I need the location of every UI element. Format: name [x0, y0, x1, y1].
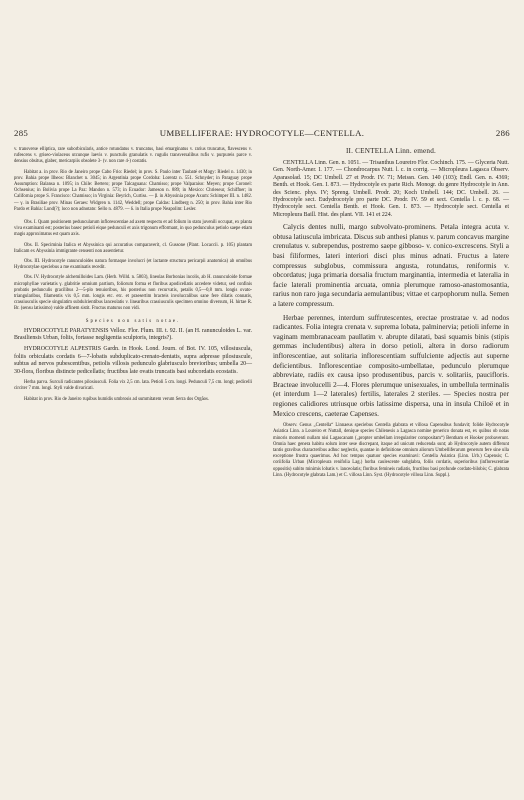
- species-paratyensis: HYDROCOTYLE PARATYENSIS Velloz. Flor. Flum. III. t. 92. II. (an H. ranunculoides L. var. Brasiliensis Urban, foliis, fortasse negligentia sculptoris, integris?).: [14, 327, 252, 342]
- page-number-right: 286: [495, 128, 510, 138]
- section-title: II. CENTELLA Linn. emend.: [345, 147, 437, 155]
- genus-observation: Observ. Genus „Centella“ Linnaeus speciebus Centella glabrata et villosa Capensibus fundavit; folide Hydrocotyle Asiatica Linn. a Loureiro et Nuttall, denique species Chilenesis a Lagasca nomine generico donata est, ex quibus ob notas minoris momenti nullam nisi Lagascanam („propter umbellam irregulariter compositam“) Bentham et Hooker probaverunt. Omnia haec genera habitu solum inter sese discrepant, itaque ad unicum reducenda sunt; ab Hydrocotyle autem differunt tantis gravibus characteribus adhuc neglectis, quantae in definitione omnium aliorum Umbelliferarum generum fere sine ulla exceptione frustra quaerimus. Ad hoc tempus quatuor species examinavi: Centella Asiatica (Linn. Urb.) Capensis; C. coriifolia Urban (Micropleura renifolia Lag.) horba caulescente subglabra, foliis cordatis, superioribus (inflorescentiae oppositis) subito minimis lobatis v. lanceolatis; floribus femineis radiatis, fructibus basi profunde cordato-bilobis; C. glabrata Linn. (Hydrocotyle glabrata Lam.) et C. villosa Linn. Syst. (Hydrocotyle villosa Linn. Suppl.).: [273, 423, 509, 478]
- genus-description: Calycis dentes nulli, margo subvolvato-prominens. Petala integra acuta v. obtusa latiuscula imbricata. Discus sub anthesi planus v. parum concavus margine crenulatus v. subrependus, postremo saepe gibboso- v. conico-excrescens. Styli a basi filiformes, lateri interiori disci plus minus adnati. Fructus a latere compressus subglobus, commissura angusta, rotundatus, reniformis v. obcordatus; juga primaria dorsalia fructum marginantia, intermedia et lateralia in facie laterali prominentia arcuata, omnia plerumque ramoso-anastomosantia, rarius non raro juga secundaria aemulantibus; vittae et carpophorum nulla. Semen a latere compressum.: [273, 223, 509, 308]
- species-heading: Species non satis notae.: [85, 318, 181, 324]
- species-alpestris: HYDROCOTYLE ALPESTRIS Gardn. in Hook. Lond. Journ. of Bot. IV. 105, villosiuscula, foliis orbiculatis cordatis 6—7-lobatis subduplicato-crenato-dentatis, supra adpresse pilosiuscule, subtus ad nervos pubescentibus, petiolis villosis pedunculo glabriusculo brevioribus; umbella 20—30-flora, floribus distincte pedicellatis; fructibus late ovatis truncatis basi subcordatis ecostatis.: [14, 346, 252, 375]
- observation-3: Obs. III. Hydrocotyle ranunculoides natura formaque involucri (et lactante structura pericarpii anatomica) ab omnibus Hydrocotylae speciebus a me examinatis recedit.: [14, 259, 252, 271]
- left-column: [14, 147, 252, 407]
- habit-description: Herbae perennes, interdum suffrutescentes, erectae prostratae v. ad nodos radicantes. Folia integra crenata v. suprema lobata, palminervia; petioli inferne in vaginam membranaceam paullatim v. abrupte dilatati, basi squamis binis (stipis gemmas includentibus) altera in dorso petioli, altera in dorso radiorum inflorescentiae, aut solitaria inflorescentiam suffulciente adjectis aut superne deficientibus. Inflorescentiae composito-umbellatae, pedunculo plerumque abbreviate, radiis ex causa ipso produsentibus, parcis v. solitariis, paucifloris. Bracteae involucelli 2—4. Flores plerumque unisexuales, in umbellula terminalis (et interdum 1—2 laterales) fertilis, laterales 2 steriles. — Species nostra per regiones calidiores utriusque orbis latissime dispersa, una in insula Chiloë et in Mexico crescens, caeterae Capenses.: [273, 313, 509, 418]
- fruit-description: v. transverse elliptica, rare suborbicularis, antice rotundatus v. truncatus, basi emarginatus v. rarius truncatus, flavescens v. rufescens v. griseo-violaceus utcunque laevis v. punctulis granulatis v. rugulis transversalibus rufis v. purpureis parce v. densius obsitus, glaber, mericarpiis obsolete 3- (v. non rare 4-) costatis.: [14, 147, 252, 165]
- alpestris-habitat: Habitat in prov. Rio de Janeiro rupibus humidis umbrosis ad summitatem verum Serra dos Orgãos.: [24, 396, 210, 402]
- alpestris-description: Herba parva. Surculi radicantes pilosiusculi. Folia vix 2,5 cm. lata. Petioli 5 cm. longi. Pedunculi 7,5 cm. longi; pedicelli circiter 7 mm. longi. Styli valde divaricati.: [14, 380, 252, 392]
- right-column: [273, 147, 509, 483]
- observation-1: Obs. I. Quam positionem peduncularum inflorescentiae ad axem respectu et ad folium in statu juvenili occupat, ex planta viva examinanti est; posterius basec petioli eique pedunculi et axis trigonum efformant, in quo pedunculus petiolo saepe etiam magis approximatus est quam axis.: [14, 220, 252, 238]
- habitat-paragraph: Habitat a. in prov. Rio de Janeiro prope Cabo Frio: Riedel; in prov. S. Paulo inter Taubaté et Mogy: Riedel n. 1430; in prov. Bahia prope Ilheos: Blanchet n. 3045; in Argentinia prope Cordoba: Lorentz n. 551. Schnyder; in Paraguay prope Assumption: Balansa n. 1095; in Chile: Bertero; prope Talcaguana: Chamisso; prope Valparaiso: Meyen; prope Coronel: Ochsenius; in Bolivia prope La Paz: Mandon n. 573; in Ecuador: Jameson n. 889; in Mexico: Chrieseur, Schiffner; in California prope S. Francisco: Chamisso; in Virginia: Beyrich, Curtiss. — β. in Abyssinia prope Axum: Schimper III. n. 1482. — γ. in Brasiliae prov. Minas Geraes: Widgren n. 1142, Weddell; prope Caldas: Lindberg n. 250; in prov. Bahia inter Rio Pardo et Bahia: Lund(?); loco non adnotato: Sello n. 4879. — δ. in Italia prope Neapolim: Lesler.: [14, 169, 252, 212]
- running-title: UMBELLIFERAE: HYDROCOTYLE—CENTELLA.: [159, 128, 365, 138]
- page-number-left: 285: [14, 128, 29, 138]
- observation-4: Obs. IV. Hydrocotyle alchemilloides Lam. (Herb. Willd. n. 5803), lineolas Borbonias incolis, ab H. ranunculoide formae microphyllae varietatis γ. glabritie omnium partium, foliorum forma et floribus apodicellatis accedere videtur, sed confinis probatis pedunculis gracilibus 2—5-plo tenuioribus, his posterius non recurvatis, petalis 0,5—0,8 mm. longis ovato-triangularibus, filamentis vix 0,5 mm. longis etc. etc. et praesertim bracteis involucralibus sane fere dilatis connatis, crassiusculis specie singulatim subdulcientibus lanceolatis v. linearibus crassiusculis specimen omnino diversum, H. hirtae R. Br. (sensu latissimo) valde affinem sistit. Fructus maturus non vidi.: [14, 275, 252, 312]
- page-header: [14, 128, 510, 140]
- synonymy-paragraph: CENTELLA Linn. Gen. n. 1051. — Trisanthus Loureiro Flor. Cochinch. 175. — Glyceria Nutt. Gen. North-Amer. I. 177. — Chondrocarpus Nutt. l. c. in corrig. — Micropleura Lagasca Observ. Aparasolad. 15; DC Umbell. 27 et Prodr. IV. 71; Meissn. Gen. 140 (103); Endl. Gen. n. 4369; Benth. et Hook. Gen. I. 873. — Hydrocotyle ex parte Rich. Monogr. du genre Hydrocotyle in Ann. des Scienc. phys. IV; Spreng. Umbell. Prodr. 20; Koch Umbell. 144; DC. Umbell. 26. — Hydrocotyle sect. Eudydrocotyle pro parte DC. Prodr. IV. 59 et sect. Centella l. c. p. 68. — Hydrocotyle sect. Centella Benth. et Hook. Gen. I. 873. — Hydrocotyle sect. Centella et Micropleura Baill. Hist. des plant. VII. 141 et 224.: [273, 160, 509, 218]
- observation-2: Obs. II. Speciminia Italica et Abyssinica qui accuratius comparaverit, cl. Gussone (Plant. Locaccii. p. 105) plantam Italicam ex Abyssinia immigrante censenti non assentietur.: [14, 242, 252, 254]
